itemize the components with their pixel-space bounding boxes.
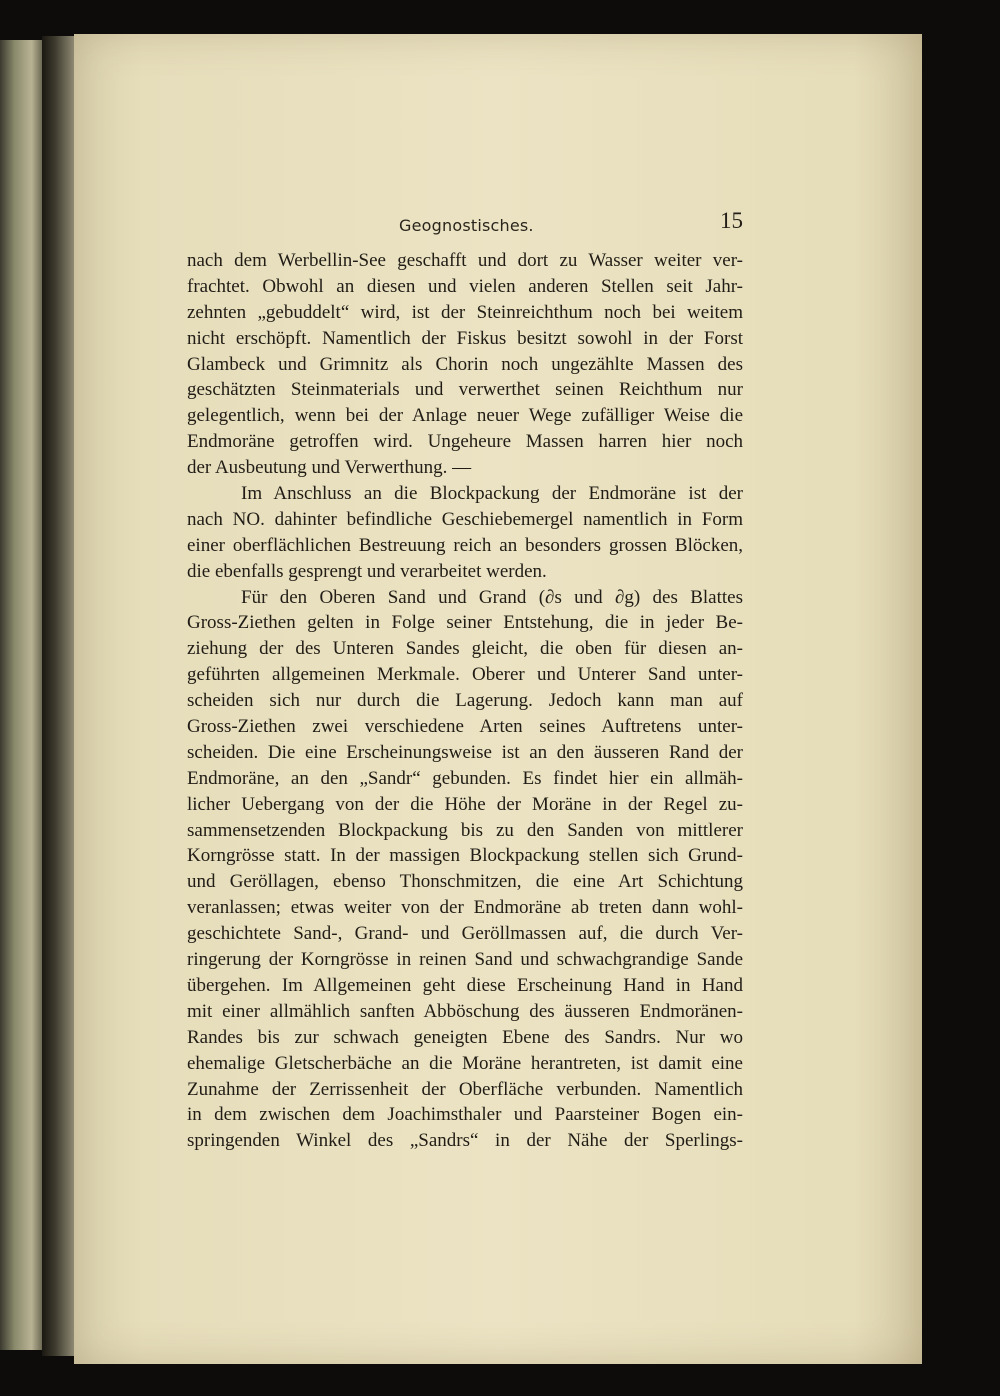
paragraph xyxy=(187,585,743,1155)
text-line: Endmoräne getroffen wird. Ungeheure Massen harren hier noch xyxy=(187,431,743,453)
text-line: ringerung der Korngrösse in reinen Sand und schwachgrandige Sande xyxy=(187,949,743,971)
text-line: Randes bis zur schwach geneigten Ebene des Sandrs. Nur wo xyxy=(187,1026,743,1048)
text-line: Glambeck und Grimnitz als Chorin noch ungezählte Massen des xyxy=(187,353,743,375)
text-line: licher Uebergang von der die Höhe der Moräne in der Regel zu- xyxy=(187,793,743,815)
facing-page-edge xyxy=(0,40,42,1350)
text-line: scheiden sich nur durch die Lagerung. Jedoch kann man auf xyxy=(187,690,743,712)
text-line: einer oberflächlichen Bestreuung reich an besonders grossen Blöcken, xyxy=(187,534,743,556)
text-line: die ebenfalls gesprengt und verarbeitet werden. xyxy=(187,560,547,582)
text-line: Gross-Ziethen zwei verschiedene Arten seines Auftretens unter- xyxy=(187,716,743,738)
text-line: nach NO. dahinter befindliche Geschiebemergel namentlich in Form xyxy=(187,508,743,530)
text-line: ehemalige Gletscherbäche an die Moräne herantreten, ist damit eine xyxy=(187,1052,743,1074)
text-line: geführten allgemeinen Merkmale. Oberer und Unterer Sand unter- xyxy=(187,664,743,686)
paragraph xyxy=(187,481,743,585)
text-line: und Geröllagen, ebenso Thonschmitzen, die eine Art Schichtung xyxy=(187,871,743,893)
text-line: geschätzten Steinmaterials und verwerthet seinen Reichthum nur xyxy=(187,379,743,401)
text-line: mit einer allmählich sanften Abböschung des äusseren Endmoränen- xyxy=(187,1000,743,1022)
text-line: scheiden. Die eine Erscheinungsweise ist an den äusseren Rand der xyxy=(187,741,743,763)
text-line: veranlassen; etwas weiter von der Endmoräne ab treten dann wohl- xyxy=(187,897,743,919)
text-line: Im Anschluss an die Blockpackung der Endmoräne ist der xyxy=(241,483,743,505)
text-line: geschichtete Sand-, Grand- und Geröllmassen auf, die durch Ver- xyxy=(187,923,743,945)
text-line: gelegentlich, wenn bei der Anlage neuer Wege zufälliger Weise die xyxy=(187,405,743,427)
text-line: Für den Oberen Sand und Grand (∂s und ∂g) des Blattes xyxy=(241,586,743,608)
text-line: ziehung der des Unteren Sandes gleicht, die oben für diesen an- xyxy=(187,638,743,660)
text-line: nicht erschöpft. Namentlich der Fiskus besitzt sowohl in der Forst xyxy=(187,327,743,349)
paragraph xyxy=(187,248,743,481)
body-text xyxy=(187,248,743,1154)
text-line: Zunahme der Zerrissenheit der Oberfläche verbunden. Namentlich xyxy=(187,1078,743,1100)
text-line: nach dem Werbellin-See geschafft und dort zu Wasser weiter ver- xyxy=(187,250,743,271)
text-line: in dem zwischen dem Joachimsthaler und Paarsteiner Bogen ein- xyxy=(187,1104,743,1126)
text-line: frachtet. Obwohl an diesen und vielen anderen Stellen seit Jahr- xyxy=(187,275,743,297)
text-line: springenden Winkel des „Sandrs“ in der Nähe der Sperlings- xyxy=(187,1130,743,1152)
text-line: zehnten „gebuddelt“ wird, ist der Steinreichthum noch bei weitem xyxy=(187,301,743,323)
text-line: sammensetzenden Blockpackung bis zu den Sanden von mittlerer xyxy=(187,819,743,841)
page-number: 15 xyxy=(720,208,743,233)
running-head: Geognostisches. xyxy=(399,216,534,235)
text-line: Gross-Ziethen gelten in Folge seiner Entstehung, die in jeder Be- xyxy=(187,612,743,634)
text-line: Endmoräne, an den „Sandr“ gebunden. Es findet hier ein allmäh- xyxy=(187,767,743,789)
text-line: übergehen. Im Allgemeinen geht diese Erscheinung Hand in Hand xyxy=(187,974,743,996)
page-header xyxy=(187,208,743,242)
text-line: Korngrösse statt. In der massigen Blockpackung stellen sich Grund- xyxy=(187,845,743,867)
text-line: der Ausbeutung und Verwerthung. — xyxy=(187,457,472,479)
